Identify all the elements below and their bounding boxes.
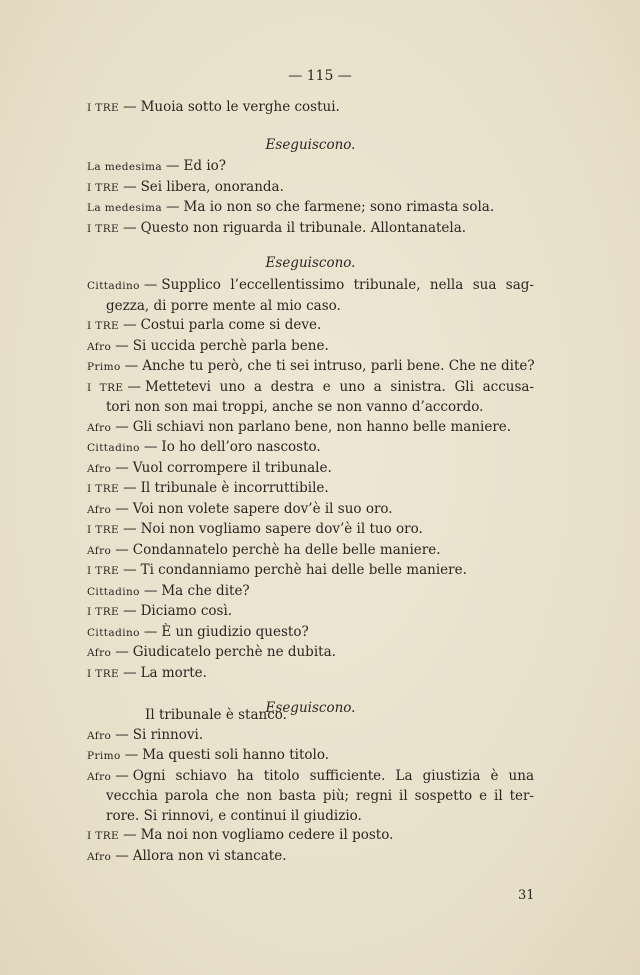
speaker-name: I TRE (87, 606, 120, 618)
dialogue-line: Cittadino — È un giudizio questo? (87, 623, 309, 640)
speaker-name: Afro (87, 340, 112, 353)
line-continuation: gezza, di porre mente al mio caso. (106, 297, 341, 314)
dialogue-line: I TRE — Questo non riguarda il tribunale. Allontanatela. (87, 219, 467, 236)
line-text: Il tribunale è incorruttibile. (140, 480, 329, 496)
line-text: Vuol corrompere il tribunale. (132, 459, 332, 476)
dialogue-line: I TRE — Ti condanniamo perchè hai delle belle maniere. (87, 562, 467, 578)
dialogue-line: Afro — Giudicatelo perchè ne dubita. (87, 644, 336, 660)
line-text: Sei libera, onoranda. (140, 178, 284, 195)
line-text: È un giudizio questo? (161, 623, 309, 640)
line-text: Mettetevi uno a destra e uno a sinistra. Gli accusa- (144, 378, 535, 395)
speaker-name: I TRE (87, 381, 124, 394)
dialogue-line: La medesima — Ed io? (87, 158, 227, 174)
speaker-name: Afro (87, 421, 112, 434)
line-text: Questo non riguarda il tribunale. Allontanatela. (140, 219, 467, 236)
speaker-name: Primo (87, 361, 121, 373)
speaker-name: I TRE (87, 483, 120, 495)
dialogue-line: La medesima — Ma io non so che farmene; sono rimasta sola. (87, 199, 495, 215)
dialogue-line: Afro — Vuol corrompere il tribunale. (87, 459, 332, 476)
speaker-name: I TRE (87, 320, 120, 332)
dialogue-line: I TRE — Diciamo così. (87, 603, 233, 619)
speaker-name: I TRE (87, 565, 120, 577)
line-text: Gli schiavi non parlano bene, non hanno belle maniere. (132, 418, 512, 435)
dialogue-line: Cittadino — Io ho dell’oro nascosto. (87, 439, 321, 455)
line-continuation: tori non son mai troppi, anche se non vanno d’accordo. (106, 399, 484, 415)
speaker-name: I TRE (87, 181, 120, 194)
speaker-name: Cittadino (87, 442, 140, 454)
speaker-name: La medesima (87, 202, 163, 214)
line-text: Anche tu però, che ti sei intruso, parli bene. Che ne dite? (142, 358, 535, 374)
speaker-name: I TRE (87, 102, 120, 114)
line-text: Costui parla come si deve. (140, 317, 322, 333)
dialogue-block-4 (87, 706, 534, 867)
line-text: Condannatelo perchè ha delle belle maniere. (132, 541, 441, 558)
dialogue-line: I TRE — Il tribunale è incorruttibile. (87, 480, 329, 496)
dialogue-line: I TRE — Muoia sotto le verghe costui. (87, 99, 340, 115)
speaker-name: Afro (87, 503, 112, 516)
line-text: Noi non vogliamo sapere dov’è il tuo oro. (140, 521, 423, 537)
line-continuation: vecchia parola che non basta più; regni il sospetto e il ter- (106, 788, 534, 804)
signature-mark: 31 (518, 888, 535, 903)
dialogue-line: I TRE — Costui parla come si deve. (87, 317, 322, 333)
dialogue-line: Afro — Si rinnovi. (87, 726, 204, 743)
dialogue-line: Afro — Condannatelo perchè ha delle belle maniere. (87, 541, 441, 558)
dialogue-line: I TRE — Noi non vogliamo sapere dov’è il tuo oro. (87, 521, 423, 537)
dialogue-line: Cittadino — Ma che dite? (87, 582, 250, 599)
line-text: Diciamo così. (140, 603, 233, 619)
line-text: Ma che dite? (161, 582, 250, 599)
line-text: Ti condanniamo perchè hai delle belle maniere. (140, 562, 467, 578)
dialogue-line: I TRE — Ma noi non vogliamo cedere il posto. (87, 827, 394, 843)
line-text: Io ho dell’oro nascosto. (161, 439, 321, 455)
narration: Il tribunale è stanco. (145, 707, 287, 723)
line-text: Si uccida perchè parla bene. (132, 337, 329, 354)
line-text: Ma questi soli hanno titolo. (142, 747, 330, 763)
line-text: Si rinnovi. (132, 726, 204, 743)
line-text: Ma noi non vogliamo cedere il posto. (140, 827, 394, 843)
dialogue-line: I TRE — La morte. (87, 664, 207, 681)
speaker-name: Afro (87, 544, 112, 557)
speaker-name: Cittadino (87, 280, 140, 292)
dialogue-block-1 (87, 98, 534, 155)
dialogue-line: Afro — Gli schiavi non parlano bene, non hanno belle maniere. (87, 418, 512, 435)
speaker-name: Afro (87, 462, 112, 475)
line-text: Ogni schiavo ha titolo sufficiente. La giustizia è una (132, 767, 534, 784)
dialogue-block-3 (87, 276, 534, 719)
speaker-name: Afro (87, 729, 112, 742)
dialogue-line: Afro — Voi non volete sapere dov’è il suo oro. (87, 500, 393, 517)
dialogue-line: Afro — Si uccida perchè parla bene. (87, 337, 329, 354)
speaker-name: Afro (87, 647, 112, 659)
dialogue-line: Cittadino — Supplico l’eccellentissimo tribunale, nella sua sag- (87, 277, 534, 293)
dialogue-line: Afro — Ogni schiavo ha titolo sufficiente. La giustizia è una (87, 767, 534, 784)
speaker-name: I TRE (87, 830, 120, 842)
dialogue-line: I TRE — Mettetevi uno a destra e uno a sinistra. Gli accusa- (87, 378, 535, 395)
line-text: Muoia sotto le verghe costui. (140, 99, 340, 115)
dialogue-line: I TRE — Sei libera, onoranda. (87, 178, 284, 195)
line-text: Ed io? (183, 158, 227, 174)
page-number: — 115 — (288, 68, 352, 84)
line-continuation: rore. Si rinnovi, e continui il giudizio. (106, 807, 362, 824)
speaker-name: Afro (87, 770, 112, 783)
speaker-name: Cittadino (87, 626, 140, 639)
speaker-name: I TRE (87, 222, 120, 235)
speaker-name: Cittadino (87, 585, 140, 598)
dialogue-block-2 (87, 157, 534, 274)
dialogue-line: Afro — Allora non vi stancate. (87, 847, 287, 864)
speaker-name: I TRE (87, 667, 120, 680)
speaker-name: Afro (87, 850, 112, 863)
line-text: La morte. (140, 664, 207, 681)
speaker-name: La medesima (87, 161, 163, 173)
stage-direction: Eseguiscono. (265, 255, 356, 271)
stage-direction: Eseguiscono. (265, 700, 356, 716)
stage-direction: Eseguiscono. (265, 136, 356, 153)
line-text: Allora non vi stancate. (132, 847, 287, 864)
line-text: Ma io non so che farmene; sono rimasta sola. (183, 199, 495, 215)
line-text: Giudicatelo perchè ne dubita. (132, 644, 336, 660)
speaker-name: Primo (87, 750, 121, 762)
speaker-name: I TRE (87, 524, 120, 536)
line-text: Voi non volete sapere dov’è il suo oro. (132, 500, 393, 517)
dialogue-line: Primo — Anche tu però, che ti sei intruso, parli bene. Che ne dite? (87, 358, 535, 374)
dialogue-line: Primo — Ma questi soli hanno titolo. (87, 747, 330, 763)
line-text: Supplico l’eccellentissimo tribunale, nella sua sag- (161, 277, 534, 293)
